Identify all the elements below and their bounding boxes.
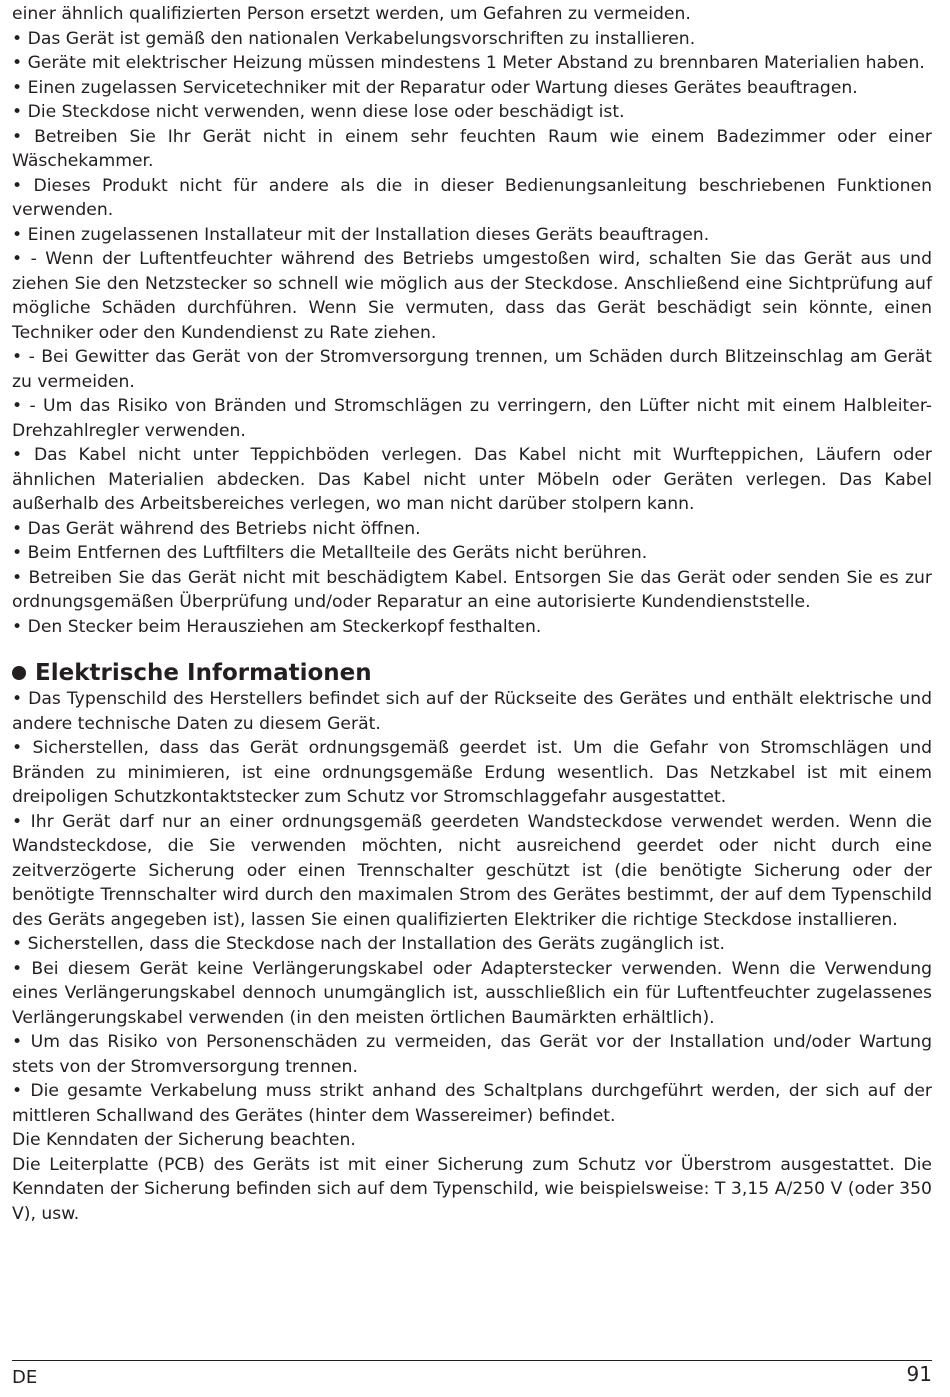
paragraph: Die Leiterplatte (PCB) des Geräts ist mit einer Sicherung zum Schutz vor Überstrom ausgestattet. Die Kenndaten der Sicherung befinden sich auf dem Typenschild, wie beispielsweise: T 3,15 A/250 V (oder 350 V), usw. — [12, 1154, 932, 1224]
list-item: • Um das Risiko von Personenschäden zu vermeiden, das Gerät vor der Installation und/oder Wartung stets von der Stromversorgung trennen. — [12, 1032, 932, 1077]
list-item: • Die gesamte Verkabelung muss strikt anhand des Schaltplans durchgeführt werden, der sich auf der mittleren Schallwand des Gerätes (hinter dem Wassereimer) befindet. — [12, 1081, 932, 1126]
list-item: • Das Kabel nicht unter Teppichböden verlegen. Das Kabel nicht mit Wurfteppichen, Läufern oder ähnlichen Materialien abdecken. Das Kabel nicht unter Möbeln oder Geräten verlegen. Das Kabel außerhalb des Arbeitsbereiches verlegen, wo man nicht darüber stolpern kann. — [12, 445, 932, 514]
footer-divider — [12, 1360, 932, 1361]
paragraph: einer ähnlich qualifizierten Person ersetzt werden, um Gefahren zu vermeiden. — [12, 4, 691, 24]
footer-language: DE — [12, 1367, 38, 1388]
list-item: • Bei diesem Gerät keine Verlängerungskabel oder Adapterstecker verwenden. Wenn die Verwendung eines Verlängerungskabel dennoch unumgänglich ist, ausschließlich ein für Luftentfeuchter zugelassenes Verlängerungskabel verwenden (in den meisten örtlichen Baumärkten erhältlich). — [12, 958, 932, 1028]
list-item: • Einen zugelassenen Installateur mit der Installation dieses Geräts beauftragen. — [12, 224, 710, 245]
list-item: • - Wenn der Luftentfeuchter während des Betriebs umgestoßen wird, schalten Sie das Gerät aus und ziehen Sie den Netzstecker so schnell wie möglich aus der Steckdose. Anschließend eine Sichtprüfung auf mögliche Schäden durchführen. Wenn Sie vermuten, dass das Gerät beschädigt sein könnte, einen Techniker oder den Kundendienst zu Rate ziehen. — [12, 249, 932, 343]
list-item: • Dieses Produkt nicht für andere als die in dieser Bedienungsanleitung beschriebenen Funktionen verwenden. — [12, 175, 932, 220]
list-item: • Einen zugelassen Servicetechniker mit der Reparatur oder Wartung dieses Gerätes beauftragen. — [12, 77, 858, 98]
section-heading — [12, 659, 932, 687]
section-heading-text: Elektrische Informationen — [35, 660, 372, 686]
list-item: • Sicherstellen, dass das Gerät ordnungsgemäß geerdet ist. Um die Gefahr von Stromschlägen und Bränden zu minimieren, ist eine ordnungsgemäße Erdung wesentlich. Das Netzkabel ist mit einem dreipoligen Schutzkontaktstecker zum Schutz vor Stromschlaggefahr ausgestattet. — [12, 738, 932, 807]
safety-list — [12, 2, 932, 639]
list-item: • Das Gerät ist gemäß den nationalen Verkabelungsvorschriften zu installieren. — [12, 28, 696, 49]
electrical-info-list — [12, 687, 932, 1226]
page-number: 91 — [906, 1362, 932, 1386]
list-item: • Das Gerät während des Betriebs nicht öffnen. — [12, 518, 421, 539]
list-item: • Die Steckdose nicht verwenden, wenn diese lose oder beschädigt ist. — [12, 102, 625, 122]
list-item: • Sicherstellen, dass die Steckdose nach der Installation des Geräts zugänglich ist. — [12, 934, 725, 954]
list-item: • Beim Entfernen des Luftfilters die Metallteile des Geräts nicht berühren. — [12, 543, 648, 563]
paragraph: Die Kenndaten der Sicherung beachten. — [12, 1130, 356, 1150]
document-body — [12, 2, 932, 1226]
list-item: • Geräte mit elektrischer Heizung müssen mindestens 1 Meter Abstand zu brennbaren Materialien haben. — [12, 53, 925, 73]
list-item: • - Bei Gewitter das Gerät von der Stromversorgung trennen, um Schäden durch Blitzeinschlag am Gerät zu vermeiden. — [12, 347, 932, 392]
list-item: • Den Stecker beim Herausziehen am Steckerkopf festhalten. — [12, 616, 542, 637]
list-item: • Betreiben Sie Ihr Gerät nicht in einem sehr feuchten Raum wie einem Badezimmer oder einer Wäschekammer. — [12, 126, 932, 171]
list-item: • - Um das Risiko von Bränden und Stromschlägen zu verringern, den Lüfter nicht mit einem Halbleiter-Drehzahlregler verwenden. — [12, 396, 932, 441]
bullet-dot-icon — [12, 666, 26, 680]
list-item: • Das Typenschild des Herstellers befindet sich auf der Rückseite des Gerätes und enthält elektrische und andere technische Daten zu diesem Gerät. — [12, 689, 932, 734]
list-item: • Betreiben Sie das Gerät nicht mit beschädigtem Kabel. Entsorgen Sie das Gerät oder senden Sie es zur ordnungsgemäßen Überprüfung und/oder Reparatur an eine autorisierte Kundendienststelle. — [12, 567, 932, 612]
list-item: • Ihr Gerät darf nur an einer ordnungsgemäß geerdeten Wandsteckdose verwendet werden. Wenn die Wandsteckdose, die Sie verwenden möchten, nicht ausreichend geerdet oder nicht durch eine zeitverzögerte Sicherung oder einen Trennschalter geschützt ist (die benötigte Sicherung oder der benötigte Trennschalter wird durch den maximalen Strom des Gerätes bestimmt, der auf dem Typenschild des Geräts angegeben ist), lassen Sie einen qualifizierten Elektriker die richtige Steckdose installieren. — [12, 811, 932, 930]
